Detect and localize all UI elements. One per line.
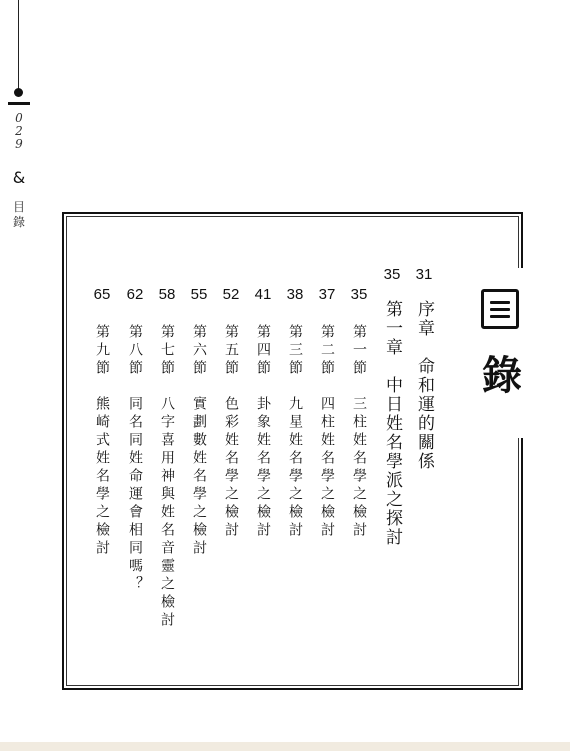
toc-page-number: 55	[190, 286, 208, 303]
toc-page-number: 58	[158, 286, 176, 303]
toc-page-number: 62	[126, 286, 144, 303]
toc-entry	[284, 286, 306, 540]
running-title	[9, 200, 29, 230]
toc-entry	[91, 286, 113, 558]
margin-dot	[14, 88, 23, 97]
toc-page-number: 37	[318, 286, 336, 303]
heading-second-char: 錄	[482, 353, 522, 399]
toc-entry	[124, 286, 146, 594]
toc-entry-text: 第七節 八字喜用神與姓名音靈之檢討	[159, 324, 175, 630]
page-number	[9, 112, 29, 151]
toc-entry	[188, 286, 210, 558]
toc-page-number: 35	[350, 286, 368, 303]
running-title-char: 錄	[12, 215, 25, 229]
page-digit: 9	[15, 137, 23, 151]
toc-entry-text: 第一節 三柱姓名學之檢討	[351, 324, 367, 540]
toc-entry-text: 第三節 九星姓名學之檢討	[287, 324, 303, 540]
toc-page-number: 65	[93, 286, 111, 303]
page-digit: 0	[15, 111, 23, 125]
toc-entry-text: 第八節 同名同姓命運會相同嗎？	[127, 324, 143, 594]
toc-entry-text: 第五節 色彩姓名學之檢討	[223, 324, 239, 540]
toc-entry	[348, 286, 370, 540]
page-digit: 2	[15, 124, 23, 138]
running-title-char: 目	[12, 200, 25, 214]
toc-page-number: 38	[286, 286, 304, 303]
margin-rule	[18, 0, 19, 92]
toc-entry	[156, 286, 178, 630]
toc-entry	[413, 266, 435, 471]
toc-entry-text: 序章 命和運的關係	[414, 300, 434, 471]
toc-entry	[381, 266, 403, 547]
toc-page-number: 35	[383, 266, 401, 283]
toc-entry	[252, 286, 274, 540]
toc-entry	[316, 286, 338, 540]
toc-entry-text: 第二節 四柱姓名學之檢討	[319, 324, 335, 540]
heading-first-char	[481, 289, 519, 329]
margin-bar	[8, 102, 30, 105]
toc-page-number: 52	[222, 286, 240, 303]
toc-entry-text: 第九節 熊崎式姓名學之檢討	[94, 324, 110, 558]
page-edge	[0, 742, 570, 751]
toc-entry	[220, 286, 242, 540]
toc-page-number: 31	[415, 266, 433, 283]
toc-entry-text: 第六節 實劃數姓名學之檢討	[191, 324, 207, 558]
toc-page-number: 41	[254, 286, 272, 303]
toc-entry-text: 第四節 卦象姓名學之檢討	[255, 324, 271, 540]
ornament-icon: &	[12, 168, 26, 187]
toc-entry-text: 第一章 中日姓名學派之探討	[382, 300, 402, 547]
